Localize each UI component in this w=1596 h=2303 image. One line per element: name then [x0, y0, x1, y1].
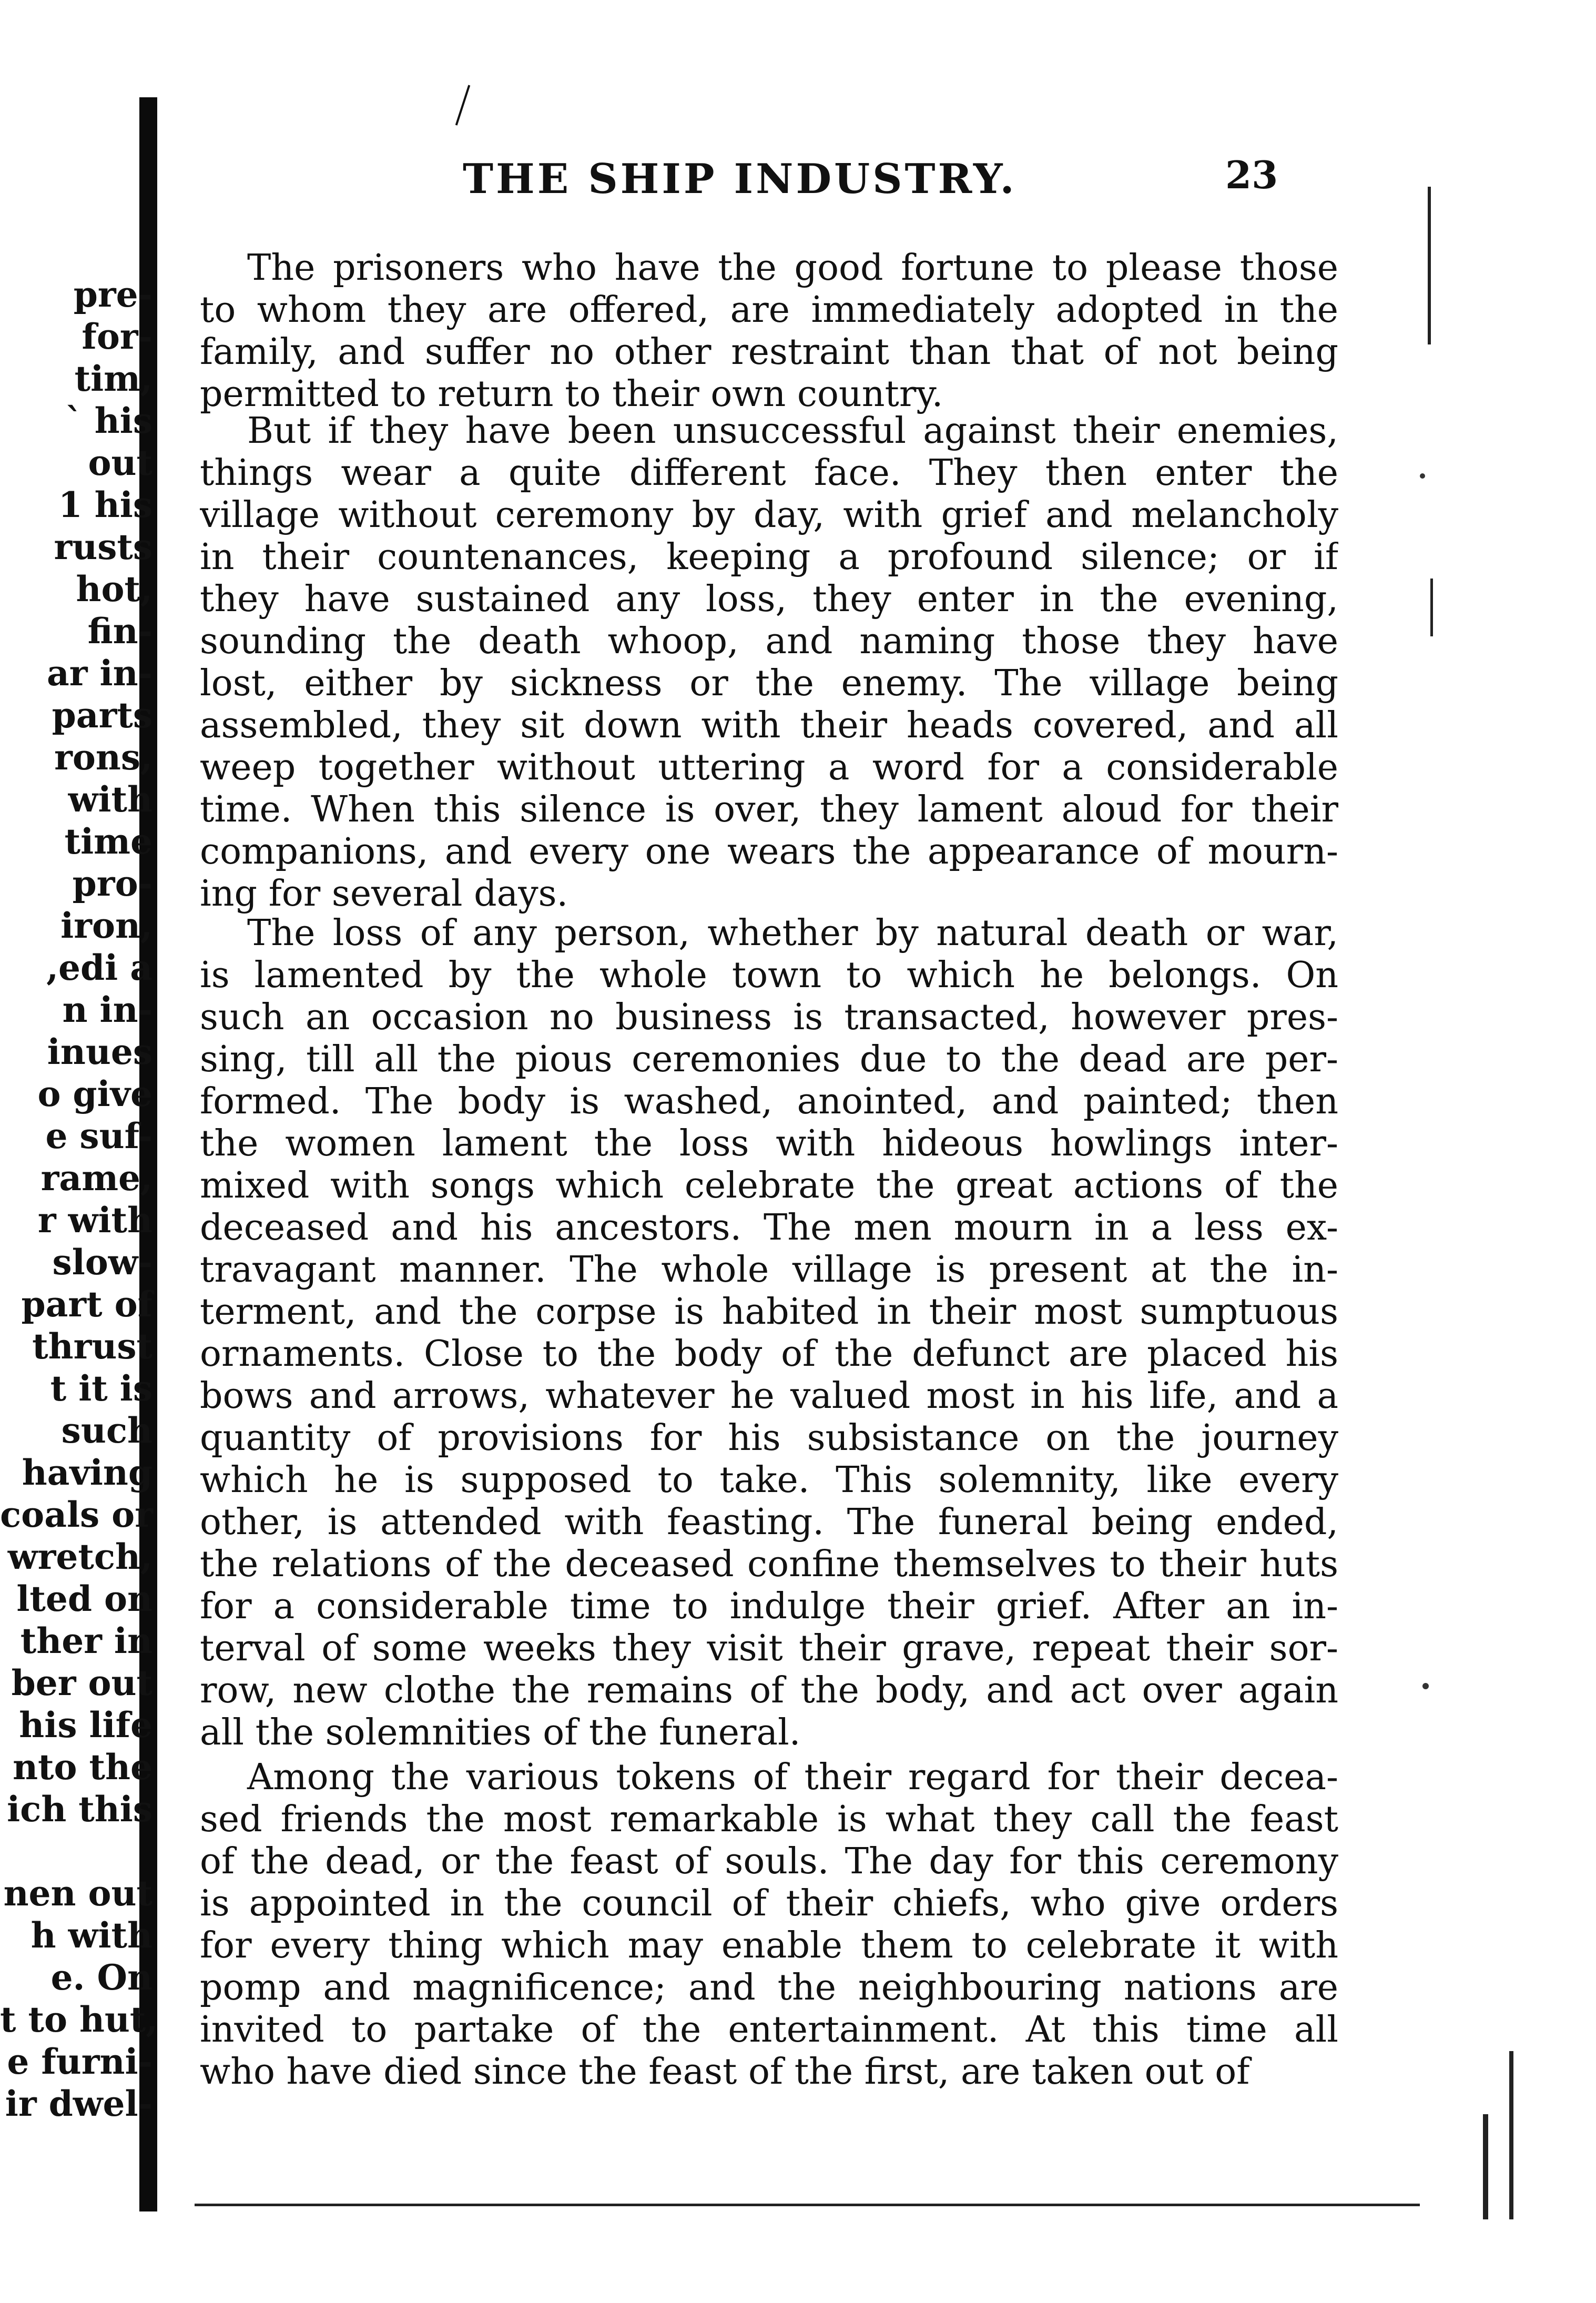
text-line: ing for several days. — [200, 873, 568, 915]
left-page-fragment: ar in- — [47, 653, 153, 694]
text-line: row, new clothe the remains of the body, and act over again — [200, 1670, 1338, 1711]
left-page-fragment: ich this — [7, 1789, 153, 1830]
text-line: But if they have been unsuccessful against their enemies, — [247, 410, 1338, 452]
text-line: they have sustained any loss, they enter in the evening, — [200, 579, 1338, 620]
left-page-fragment: t to hut, — [0, 1999, 158, 2040]
right-margin-mark-bottom2 — [1509, 2051, 1513, 2219]
paragraph — [200, 247, 1338, 415]
text-line: assembled, they sit down with their heads covered, and all — [200, 705, 1338, 746]
left-page-fragment: nen out — [3, 1873, 153, 1914]
left-page-fragment: with — [68, 779, 153, 820]
left-page-fragment: rons, — [54, 737, 153, 778]
left-page-fragment: time — [64, 821, 153, 862]
text-line: sing, till all the pious ceremonies due to the dead are per- — [200, 1039, 1338, 1080]
left-page-fragment: his life — [19, 1705, 153, 1746]
text-line: weep together without uttering a word for a considerable — [200, 747, 1338, 788]
left-page-fragment: part of — [21, 1284, 153, 1325]
text-line: such an occasion no business is transacted, however pres- — [200, 997, 1338, 1038]
text-line: of the dead, or the feast of souls. The day for this ceremony — [200, 1841, 1338, 1882]
left-page-fragment: lted on — [16, 1578, 153, 1619]
text-line: things wear a quite different face. They then enter the — [200, 452, 1338, 494]
text-line: time. When this silence is over, they lament aloud for their — [200, 789, 1338, 830]
text-line: who have died since the feast of the first, are taken out of — [200, 2051, 1250, 2093]
left-page-fragment: for- — [82, 316, 153, 357]
left-page-fragment: out — [88, 442, 153, 483]
left-page-fragment: ir dwel- — [5, 2083, 153, 2124]
left-page-fragment: rusts — [54, 526, 153, 567]
text-line: for a considerable time to indulge their grief. After an in- — [200, 1586, 1338, 1627]
text-line: other, is attended with feasting. The funeral being ended, — [200, 1501, 1338, 1543]
left-page-fragment: thrust — [32, 1326, 153, 1367]
text-line: terval of some weeks they visit their grave, repeat their sor- — [200, 1628, 1338, 1669]
left-page-fragment: ` his — [65, 400, 153, 441]
left-page-fragment: 1 his — [58, 484, 153, 525]
running-head: THE SHIP INDUSTRY. — [463, 155, 1017, 203]
left-page-fragment: having — [22, 1452, 153, 1493]
text-line: is lamented by the whole town to which he belongs. On — [200, 955, 1338, 996]
page-number: 23 — [1225, 153, 1278, 197]
left-page-fragment: rame, — [40, 1158, 153, 1199]
text-line: invited to partake of the entertainment. At this time all — [200, 2009, 1338, 2051]
left-page-fragment: n in- — [62, 989, 153, 1030]
text-line: which he is supposed to take. This solemnity, like every — [200, 1459, 1338, 1501]
left-page-fragment: coals or — [0, 1494, 153, 1535]
text-line: terment, and the corpse is habited in their most sumptuous — [200, 1291, 1338, 1333]
top-scribble-mark — [455, 85, 471, 125]
paragraph — [200, 410, 1338, 915]
bottom-page-rule — [195, 2204, 1420, 2206]
left-page-fragment: such — [61, 1410, 153, 1451]
left-page-fragment: slow- — [52, 1242, 153, 1283]
text-line: pomp and magnificence; and the neighbouring nations are — [200, 1967, 1338, 2008]
left-page-fragment: pre- — [73, 274, 153, 315]
left-page-fragment: ,edi a — [46, 947, 153, 988]
text-line: the relations of the deceased confine themselves to their huts — [200, 1544, 1338, 1585]
left-page-fragment: o give — [37, 1073, 153, 1114]
stray-dot — [1422, 1683, 1429, 1689]
text-line: deceased and his ancestors. The men mourn in a less ex- — [200, 1207, 1338, 1249]
text-line: bows and arrows, whatever he valued most in his life, and a — [200, 1375, 1338, 1417]
text-line: The prisoners who have the good fortune to please those — [247, 247, 1338, 289]
left-page-fragment: e suf- — [45, 1115, 153, 1156]
text-line: lost, either by sickness or the enemy. The village being — [200, 663, 1338, 704]
left-page-fragment: fin- — [87, 611, 153, 652]
left-page-fragment: nto the — [13, 1747, 153, 1788]
left-page-fragment: tim, — [74, 358, 153, 399]
left-page-fragment: ber out — [11, 1662, 153, 1703]
text-line: is appointed in the council of their chiefs, who give orders — [200, 1883, 1338, 1924]
text-line: sed friends the most remarkable is what they call the feast — [200, 1799, 1338, 1840]
text-line: in their countenances, keeping a profound silence; or if — [200, 536, 1338, 578]
text-line: formed. The body is washed, anointed, and painted; then — [200, 1081, 1338, 1122]
paragraph — [200, 912, 1338, 1754]
text-line: village without ceremony by day, with grief and melancholy — [200, 494, 1338, 536]
right-margin-mark-mid — [1430, 579, 1433, 636]
text-line: permitted to return to their own country. — [200, 373, 943, 415]
text-line: for every thing which may enable them to celebrate it with — [200, 1925, 1338, 1966]
left-page-fragment: t it is — [50, 1368, 153, 1409]
right-margin-mark-top — [1428, 187, 1431, 344]
text-line: all the solemnities of the funeral. — [200, 1712, 801, 1753]
text-line: to whom they are offered, are immediately adopted in the — [200, 289, 1338, 331]
text-line: mixed with songs which celebrate the great actions of the — [200, 1165, 1338, 1206]
left-page-fragment: e. On — [50, 1957, 153, 1998]
text-line: Among the various tokens of their regard for their decea- — [247, 1757, 1338, 1798]
left-page-fragment: parts — [52, 695, 153, 736]
text-line: family, and suffer no other restraint than that of not being — [200, 331, 1338, 373]
text-line: ornaments. Close to the body of the defunct are placed his — [200, 1333, 1338, 1375]
left-page-fragment: r with — [37, 1200, 153, 1241]
left-page-fragment: iron, — [60, 905, 153, 946]
stray-dot-2 — [1420, 473, 1425, 479]
text-line: The loss of any person, whether by natural death or war, — [247, 912, 1338, 954]
text-line: travagant manner. The whole village is present at the in- — [200, 1249, 1338, 1291]
text-line: the women lament the loss with hideous howlings inter- — [200, 1123, 1338, 1164]
text-line: companions, and every one wears the appearance of mourn- — [200, 831, 1338, 872]
left-page-fragment: pro- — [72, 863, 153, 904]
left-page-fragment: ther in — [20, 1620, 153, 1661]
text-line: quantity of provisions for his subsistance on the journey — [200, 1417, 1338, 1459]
right-margin-mark-bottom — [1483, 2114, 1488, 2219]
left-page-fragment: hot, — [76, 569, 153, 610]
left-page-fragment: e furni- — [7, 2041, 153, 2082]
left-page-fragment: wretch, — [7, 1536, 153, 1577]
left-page-fragment: inues — [47, 1031, 153, 1072]
text-line: sounding the death whoop, and naming those they have — [200, 621, 1338, 662]
paragraph — [200, 1757, 1338, 2093]
left-page-fragment: h with — [31, 1915, 153, 1956]
